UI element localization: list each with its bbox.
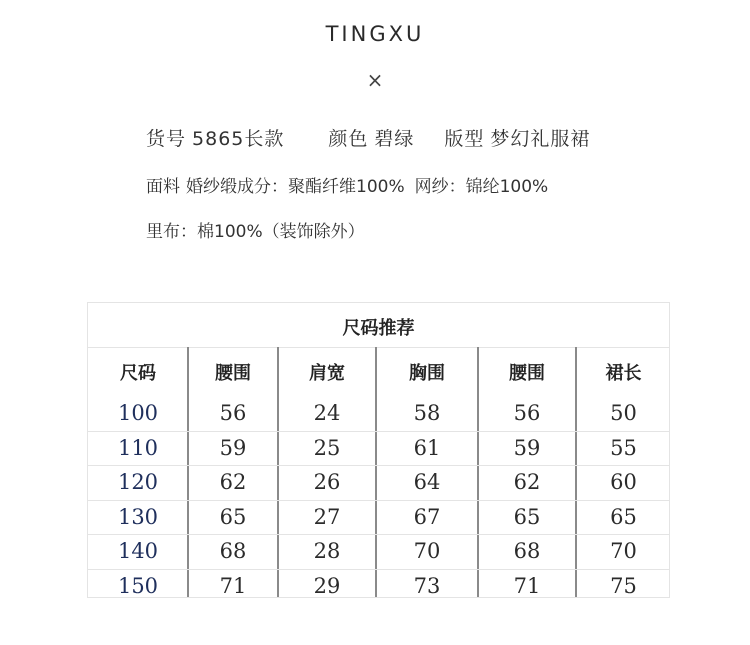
size-cell: 130 [117, 504, 159, 529]
cross-icon: × [366, 68, 384, 92]
column-header: 裙长 [605, 363, 642, 384]
fabric-composition: 婚纱缎成分：聚酯纤维100% [186, 177, 405, 197]
measurement-cell: 56 [513, 401, 541, 426]
size-recommendation-table [87, 302, 670, 598]
measurement-cell: 67 [413, 504, 441, 529]
measurement-cell: 71 [513, 573, 541, 598]
measurement-cell: 26 [313, 470, 341, 495]
color-value: 碧绿 [374, 128, 415, 150]
size-cell: 120 [117, 470, 159, 495]
size-cell: 100 [117, 401, 159, 426]
measurement-cell: 70 [610, 539, 637, 564]
style-label: 版型 [444, 128, 485, 150]
table-row [88, 465, 669, 500]
measurement-cell: 62 [513, 470, 541, 495]
table-row [88, 396, 669, 431]
product-info-line [146, 124, 590, 151]
measurement-cell: 71 [219, 573, 247, 598]
measurement-cell: 61 [413, 435, 441, 460]
lining-composition: 里布：棉100%（装饰除外） [146, 222, 365, 242]
measurement-cell: 70 [413, 539, 441, 564]
brand-name: TINGXU [325, 22, 425, 46]
style-value: 梦幻礼服裙 [490, 128, 591, 150]
item-no-label: 货号 [146, 128, 187, 150]
measurement-cell: 68 [219, 539, 247, 564]
column-header: 腰围 [509, 363, 545, 384]
color-label: 颜色 [328, 128, 369, 150]
measurement-cell: 24 [313, 401, 341, 426]
measurement-cell: 75 [610, 573, 637, 598]
table-row [88, 500, 669, 535]
measurement-cell: 29 [313, 573, 341, 598]
size-cell: 140 [117, 539, 159, 564]
measurement-cell: 56 [219, 401, 247, 426]
table-row [88, 569, 669, 604]
column-header: 胸围 [409, 363, 445, 384]
measurement-cell: 62 [219, 470, 247, 495]
column-header: 尺码 [120, 363, 156, 384]
measurement-cell: 27 [313, 504, 341, 529]
measurement-cell: 59 [513, 435, 541, 460]
fabric-label: 面料 [146, 177, 180, 197]
column-header: 肩宽 [309, 363, 345, 384]
size-cell: 110 [117, 435, 159, 460]
measurement-cell: 50 [610, 401, 637, 426]
column-header: 腰围 [215, 363, 251, 384]
mesh-composition: 网纱：锦纶100% [414, 177, 549, 197]
measurement-cell: 68 [513, 539, 541, 564]
measurement-cell: 58 [413, 401, 441, 426]
table-header-row [88, 348, 669, 396]
fabric-info-line [146, 172, 548, 197]
measurement-cell: 65 [219, 504, 247, 529]
measurement-cell: 64 [413, 470, 441, 495]
measurement-cell: 60 [610, 470, 637, 495]
measurement-cell: 65 [610, 504, 637, 529]
measurement-cell: 73 [413, 573, 441, 598]
item-no-value: 5865长款 [192, 128, 285, 150]
table-row [88, 534, 669, 569]
table-title: 尺码推荐 [342, 318, 415, 339]
lining-info-line [146, 217, 365, 242]
measurement-cell: 65 [513, 504, 541, 529]
measurement-cell: 28 [313, 539, 341, 564]
measurement-cell: 59 [219, 435, 247, 460]
measurement-cell: 55 [610, 435, 637, 460]
size-cell: 150 [117, 573, 159, 598]
measurement-cell: 25 [313, 435, 341, 460]
table-row [88, 431, 669, 466]
